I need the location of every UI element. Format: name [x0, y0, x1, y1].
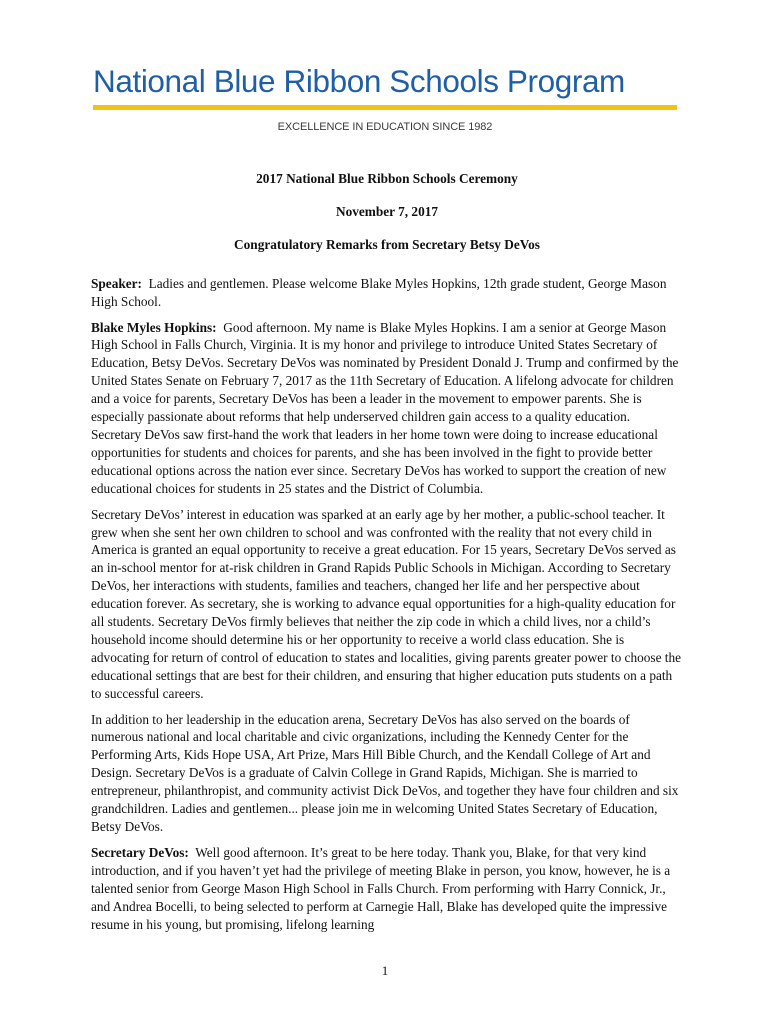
- document-body: [91, 170, 683, 933]
- paragraph-text: Well good afternoon. It’s great to be here today. Thank you, Blake, for that very kind introduction, and if you haven’t yet had the privilege of meeting Blake in person, you know, however, he is a talented senior from George Mason High School in Falls Church. From performing with Harry Connick, Jr., and Andrea Bocelli, to being selected to perform at Carnegie Hall, Blake has developed quite the impressive resume in his young, but promising, lifelong learning: [91, 844, 671, 932]
- paragraph-hopkins-intro: [91, 319, 683, 498]
- document-date: November 7, 2017: [335, 203, 439, 219]
- gold-divider: [93, 105, 677, 110]
- paragraph-text: Good afternoon. My name is Blake Myles Hopkins. I am a senior at George Mason High School in Falls Church, Virginia. It is my honor and privilege to introduce United States Secretary of Education, Betsy DeVos. Secretary DeVos was nominated by President Donald J. Trump and confirmed by the United States Senate on February 7, 2017 as the 11th Secretary of Education. A lifelong advocate for children and a voice for parents, Secretary DeVos has been a leader in the movement to empower parents. She is especially passionate about reforms that help underserved children gain access to a quality education. Secretary DeVos saw first-hand the work that leaders in her home town were doing to increase educational opportunities for students and choices for parents, and she has been involved in the fight to provide better educational options across the nation ever since. Secretary DeVos has worked to support the creation of new educational choices for students in 25 states and the District of Columbia.: [91, 319, 679, 496]
- paragraph-devos-background: [91, 506, 683, 703]
- paragraph-text: In addition to her leadership in the education arena, Secretary DeVos has also served on the boards of numerous national and local charitable and civic organizations, including the Kennedy Center for the Performing Arts, Kids Hope USA, Art Prize, Mars Hill Bible Church, and the Kendall College of Art and Design. Secretary DeVos is a graduate of Calvin College in Grand Rapids, Michigan. She is married to entrepreneur, philanthropist, and community activist Dick DeVos, and together they have four children and six grandchildren. Ladies and gentlemen... please join me in welcoming United States Secretary of Education, Betsy DeVos.: [91, 711, 679, 834]
- paragraph-speaker-intro: [91, 275, 683, 311]
- paragraph-text: Secretary DeVos’ interest in education was sparked at an early age by her mother, a public-school teacher. It grew when she sent her own children to school and was confronted with the reality that not every child in America is granted an equal opportunity to receive a great education. For 15 years, Secretary DeVos served as an in-school mentor for at-risk children in Grand Rapids Public Schools in Michigan. According to Secretary DeVos, her interactions with students, families and teachers, changed her life and her perspective about education forever. As secretary, she is working to advance equal opportunities for a high-quality education for all students. Secretary DeVos firmly believes that neither the zip code in which a child lives, nor a child’s household income should determine his or her opportunity to receive a world class education. She is advocating for return of control of education to states and localities, giving parents greater power to choose the educational settings that are best for their children, and ensuring that higher education puts students on a path to successful careers.: [91, 506, 682, 701]
- paragraph-text: Ladies and gentlemen. Please welcome Blake Myles Hopkins, 12th grade student, George Mason High School.: [91, 275, 667, 309]
- paragraph-devos-boards: [91, 711, 683, 836]
- paragraph-devos-remarks: [91, 844, 683, 934]
- speaker-label: Speaker:: [91, 275, 142, 291]
- program-title: National Blue Ribbon Schools Program: [93, 63, 625, 99]
- program-tagline: EXCELLENCE IN EDUCATION SINCE 1982: [277, 121, 493, 133]
- speaker-label: Blake Myles Hopkins:: [91, 319, 217, 335]
- document-title: 2017 National Blue Ribbon Schools Ceremony: [256, 171, 518, 186]
- letterhead: [93, 62, 677, 133]
- page-number: 1: [381, 963, 389, 978]
- document-subtitle: Congratulatory Remarks from Secretary Betsy DeVos: [234, 236, 540, 252]
- speaker-label: Secretary DeVos:: [91, 844, 189, 860]
